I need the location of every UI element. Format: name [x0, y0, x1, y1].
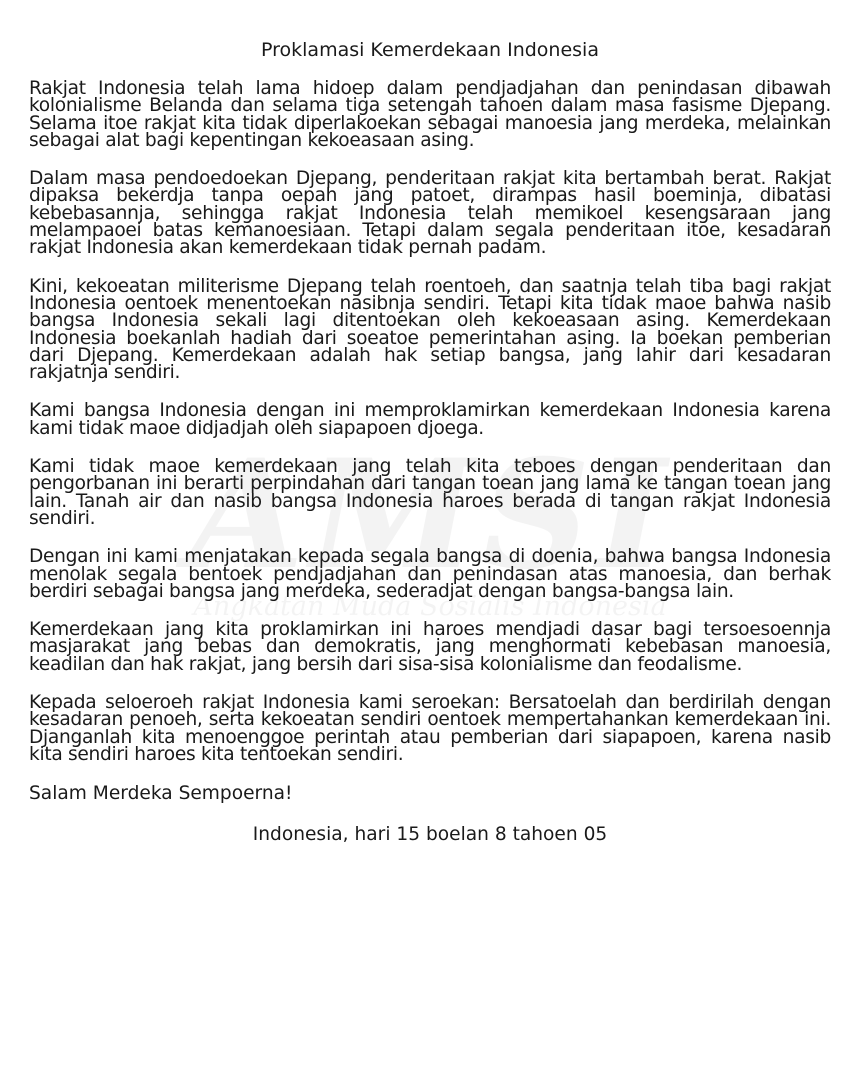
- paragraph-5: Kami tidak maoe kemerdekaan jang telah kita teboes dengan penderitaan dan pengorbanan ini berarti perpindahan dari tangan toean jang lama ke tangan toean jang lain. Tanah air dan nasib bangsa Indonesia haroes berada di tangan rakjat Indonesia sendiri.: [29, 456, 831, 529]
- closing-salutation: Salam Merdeka Sempoerna!: [29, 783, 293, 805]
- document: [29, 38, 831, 845]
- paragraph-2: Dalam masa pendoedoekan Djepang, penderitaan rakjat kita bertambah berat. Rakjat dipaksa bekerdja tanpa oepah jang patoet, dirampas hasil boeminja, dibatasi kebebasannja, sehingga rakjat Indonesia telah memikoel kesengsaraan jang melampaoei batas kemanoesiaan. Tetapi dalam segala penderitaan itoe, kesadaran rakjat Indonesia akan kemerdekaan tidak pernah padam.: [29, 168, 831, 259]
- document-date: Indonesia, hari 15 boelan 8 tahoen 05: [252, 824, 608, 846]
- document-title: Proklamasi Kemerdekaan Indonesia: [261, 39, 599, 61]
- paragraph-6: Dengan ini kami menjatakan kepada segala bangsa di doenia, bahwa bangsa Indonesia menolak segala bentoek pendjadjahan dan penindasan atas manoesia, dan berhak berdiri sebagai bangsa jang merdeka, sederadjat dengan bangsa-bangsa lain.: [29, 546, 831, 602]
- paragraph-4: Kami bangsa Indonesia dengan ini memproklamirkan kemerdekaan Indonesia karena kami tidak maoe didjadjah oleh siapapoen djoega.: [29, 400, 831, 439]
- paragraph-8: Kepada seloeroeh rakjat Indonesia kami seroekan: Bersatoelah dan berdirilah dengan kesadaran penoeh, serta kekoeatan sendiri oentoek mempertahankan kemerdekaan ini. Djanganlah kita menoenggoe perintah atau pemberian dari siapapoen, karena nasib kita sendiri haroes kita tentoekan sendiri.: [29, 692, 831, 765]
- paragraph-7: Kemerdekaan jang kita proklamirkan ini haroes mendjadi dasar bagi tersoesoennja masjarakat jang bebas dan demokratis, jang menghormati kebebasan manoesia, keadilan dan hak rakjat, jang bersih dari sisa-sisa kolonialisme dan feodalisme.: [29, 619, 831, 675]
- paragraph-1: Rakjat Indonesia telah lama hidoep dalam pendjadjahan dan penindasan dibawah kolonialisme Belanda dan selama tiga setengah tahoen dalam masa fasisme Djepang. Selama itoe rakjat kita tidak diperlakoekan sebagai manoesia jang merdeka, melainkan sebagai alat bagi kepentingan kekoeasaan asing.: [29, 78, 831, 151]
- paragraph-3: Kini, kekoeatan militerisme Djepang telah roentoeh, dan saatnja telah tiba bagi rakjat Indonesia oentoek menentoekan nasibnja sendiri. Tetapi kita tidak maoe bahwa nasib bangsa Indonesia sekali lagi ditentoekan oleh kekoeasaan asing. Kemerdekaan Indonesia boekanlah hadiah dari soeatoe pemerintahan asing. Ia boekan pemberian dari Djepang. Kemerdekaan adalah hak setiap bangsa, jang lahir dari kesadaran rakjatnja sendiri.: [29, 275, 831, 384]
